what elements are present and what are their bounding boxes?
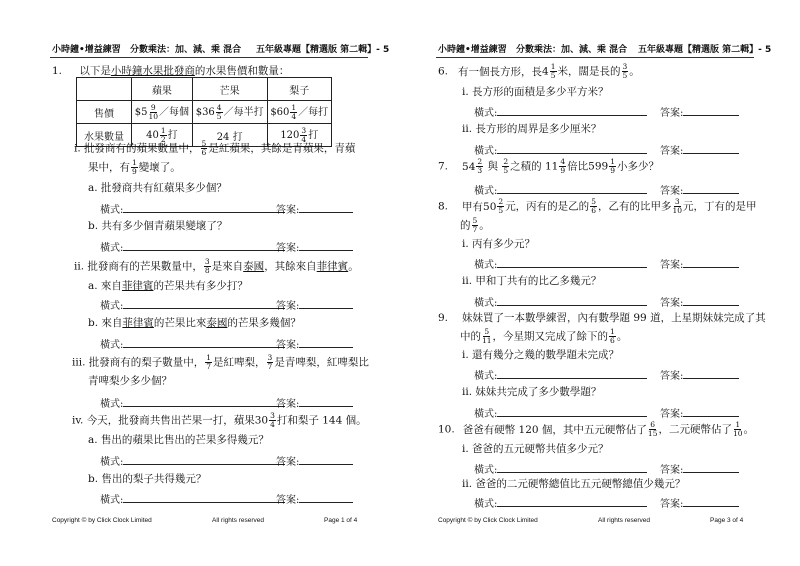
question-6-ii: ii. 長方形的周界是多少厘米？	[462, 123, 602, 135]
part-i-b: b. 共有多少個青蘋果變壞了？	[88, 220, 228, 232]
part-iv-b: b. 售出的梨子共得幾元？	[88, 473, 207, 485]
cell-pear-price: $60 $\frac{1}{4}$ ／每打	[267, 101, 332, 124]
row-label-price: 售價	[77, 101, 132, 124]
answer-field[interactable]: 答案:	[276, 336, 353, 351]
question-8-ii: ii. 甲和丁共有的比乙多幾元？	[462, 275, 602, 287]
formula-field[interactable]: 橫式:	[474, 367, 647, 382]
formula-field[interactable]: 橫式:	[100, 201, 285, 216]
table-row-price	[77, 101, 332, 124]
formula-field[interactable]: 橫式:	[100, 491, 285, 506]
question-9-i: i. 還有幾分之幾的數學題未完成？	[462, 349, 620, 361]
question-6-stem: 6. 有一個長方形，長4 $\frac{1}{5}$ 米，闊是長的 $\frac{3}{5}$ 。	[438, 62, 640, 80]
row-label-quantity: 水果數量	[77, 124, 132, 147]
question-8-line1: 8. 甲有50 $\frac{2}{5}$ 元，丙有的是乙的 $\frac{5}{6}$ ，乙有的比甲多 $\frac{3}{10}$ 元，丁有的是甲	[438, 197, 757, 215]
answer-field[interactable]: 答案:	[276, 453, 353, 468]
header-topic: 分數乘法：加、減、乘 混合	[130, 45, 242, 55]
right-page	[400, 0, 800, 566]
table-header-row	[77, 78, 332, 101]
header-topic: 分數乘法：加、減、乘 混合	[516, 45, 628, 55]
formula-field[interactable]: 橫式:	[474, 294, 647, 309]
answer-field[interactable]: 答案:	[660, 142, 739, 157]
footer-page-number: Page 1 of 4	[324, 517, 358, 524]
header-rule	[50, 57, 368, 58]
question-6-i: i. 長方形的面積是多少平方米？	[462, 86, 609, 98]
footer-rights: All rights reserved	[598, 517, 651, 524]
fruit-price-table	[76, 77, 332, 147]
footer-rights: All rights reserved	[212, 517, 265, 524]
answer-field[interactable]: 答案:	[660, 495, 739, 510]
answer-field[interactable]: 答案:	[276, 395, 353, 410]
part-ii-a: a. 來自菲律賓的芒果共有多少打？	[88, 280, 248, 292]
part-iv-a: a. 售出的蘋果比售出的芒果多得幾元？	[88, 434, 269, 446]
cell-pear-qty: 120 $\frac{3}{4}$ 打	[267, 124, 332, 147]
answer-field[interactable]: 答案:	[276, 201, 353, 216]
formula-field[interactable]: 橫式:	[100, 395, 285, 410]
cell-apple-qty: 40 $\frac{1}{2}$ 打	[132, 124, 193, 147]
header-rule	[436, 57, 754, 58]
question-9-line2: 中的 $\frac{5}{11}$ ，今星期又完成了餘下的 $\frac{1}{6}$ 。	[460, 327, 628, 345]
header-apple: 蘋果	[132, 78, 193, 101]
part-i-a: a. 批發商共有紅蘋果多少個？	[88, 182, 227, 194]
part-i-line2: 果中，有 $\frac{1}{9}$ 變壞了。	[88, 158, 181, 176]
header-brand: 小時鐘•增益練習	[52, 45, 121, 55]
formula-field[interactable]: 橫式:	[474, 256, 647, 271]
question-1-stem: 1. 以下是小時鐘水果批發商的水果售價和數量：	[52, 65, 290, 77]
part-iii-line2: 青啤梨少多少個？	[88, 375, 172, 387]
formula-field[interactable]: 橫式:	[474, 405, 647, 420]
header-mango: 芒果	[192, 78, 267, 101]
answer-field[interactable]: 答案:	[660, 104, 739, 119]
question-9-line1: 9. 妹妹買了一本數學練習，內有數學題 99 道，上星期妹妹完成了其	[438, 312, 766, 324]
header-pear: 梨子	[267, 78, 332, 101]
formula-field[interactable]: 橫式:	[474, 104, 647, 119]
header-level: 五年級專題【精選版 第二輯】- 5	[256, 45, 390, 55]
cell-apple-price: $5 $\frac{9}{10}$ ／每個	[132, 101, 193, 124]
answer-field[interactable]: 答案:	[660, 256, 739, 271]
question-8-line2: 的 $\frac{5}{7}$ 。	[460, 216, 490, 234]
answer-field[interactable]: 答案:	[660, 294, 739, 309]
part-i-line1: i. 批發商有的蘋果數量中， $\frac{5}{6}$ 是紅蘋果，其餘是青蘋果，青蘋	[74, 139, 356, 157]
cell-mango-price: $36 $\frac{4}{5}$ ／每半打	[192, 101, 267, 124]
formula-field[interactable]: 橫式:	[474, 182, 647, 197]
part-ii-b: b. 來自菲律賓的芒果比來泰國的芒果多幾個？	[88, 317, 301, 329]
header-level: 五年級專題【精選版 第二輯】- 5	[638, 45, 772, 55]
question-9-ii: ii. 妹妹共完成了多少數學題？	[462, 386, 602, 398]
answer-field[interactable]: 答案:	[660, 405, 739, 420]
part-iii-line1: iii. 批發商有的梨子數量中， $\frac{1}{7}$ 是紅啤梨， $\frac{3}{7}$ 是青啤梨，紅啤梨比	[72, 353, 369, 371]
formula-field[interactable]: 橫式:	[100, 239, 285, 254]
merchant-name: 小時鐘水果批發商	[110, 65, 195, 77]
question-10-i: i. 爸爸的五元硬幣共值多少元？	[462, 443, 609, 455]
formula-field[interactable]: 橫式:	[474, 495, 647, 510]
formula-field[interactable]: 橫式:	[100, 336, 285, 351]
answer-field[interactable]: 答案:	[660, 182, 739, 197]
answer-field[interactable]: 答案:	[276, 239, 353, 254]
header-brand: 小時鐘•增益練習	[438, 45, 507, 55]
footer-copyright: Copyright © by Click Clock Limited	[52, 517, 152, 524]
answer-field[interactable]: 答案:	[276, 491, 353, 506]
footer-copyright: Copyright © by Click Clock Limited	[438, 517, 538, 524]
question-number: 1.	[52, 65, 63, 77]
part-iv-line1: iv. 今天，批發商共售出芒果一打，蘋果30 $\frac{3}{4}$ 打和梨子 144 個。	[72, 411, 367, 429]
question-7-stem: 7. 54 $\frac{2}{3}$ 與 $\frac{2}{5}$ 之積的 11 $\frac{4}{9}$ 倍比599 $\frac{1}{9}$ 小多少？	[438, 157, 659, 175]
footer-page-number: Page 3 of 4	[710, 517, 744, 524]
question-8-i: i. 丙有多少元？	[462, 238, 536, 250]
answer-field[interactable]: 答案:	[660, 461, 739, 476]
cell-mango-qty: 24 打	[192, 124, 267, 147]
question-10-stem: 10. 爸爸有硬幣 120 個，其中五元硬幣佔了 $\frac{6}{15}$ ，二元硬幣佔了 $\frac{1}{10}$ 。	[438, 420, 755, 438]
part-ii-line1: ii. 批發商有的芒果數量中， $\frac{3}{8}$ 是來自泰國，其餘來自菲律賓。	[74, 257, 359, 275]
formula-field[interactable]: 橫式:	[100, 453, 285, 468]
answer-field[interactable]: 答案:	[276, 297, 353, 312]
formula-field[interactable]: 橫式:	[474, 461, 647, 476]
answer-field[interactable]: 答案:	[660, 367, 739, 382]
formula-field[interactable]: 橫式:	[474, 142, 647, 157]
question-10-ii: ii. 爸爸的二元硬幣總值比五元硬幣總值少幾元？	[462, 478, 686, 490]
formula-field[interactable]: 橫式:	[100, 297, 285, 312]
